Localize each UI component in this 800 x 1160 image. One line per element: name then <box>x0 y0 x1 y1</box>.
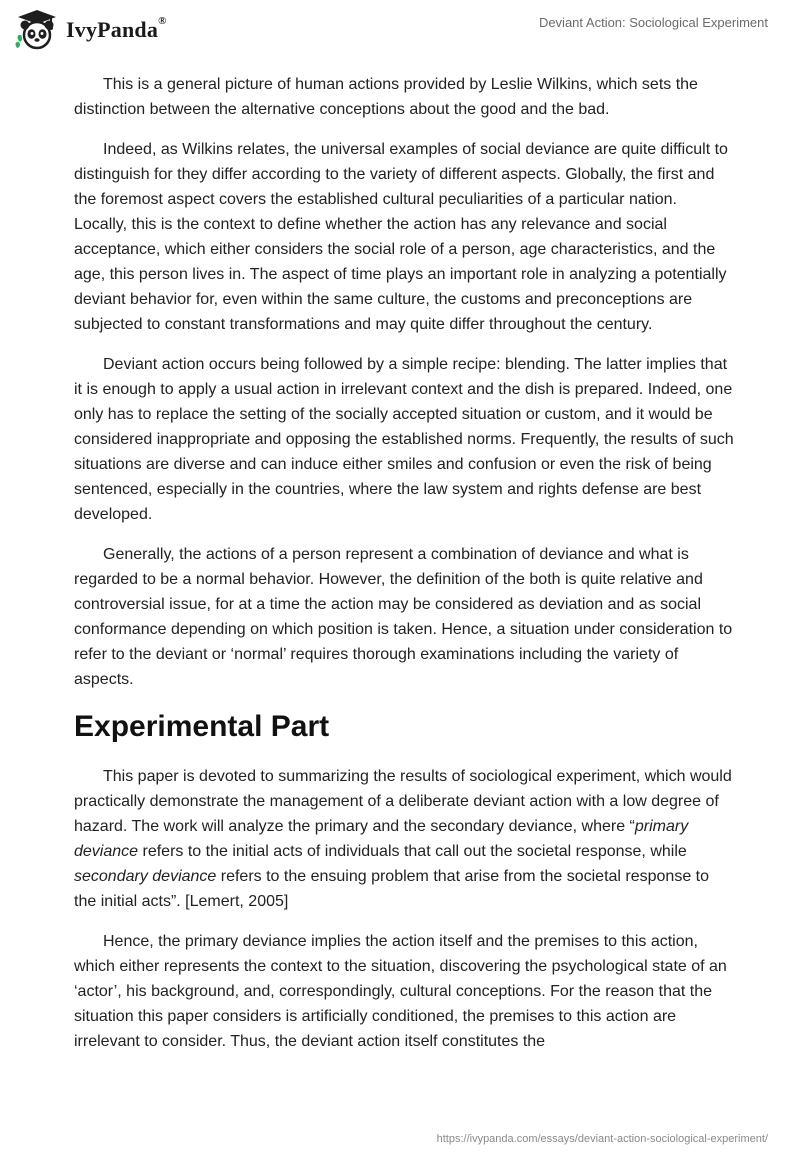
paragraph-4: Generally, the actions of a person represent a combination of deviance and what is regarded to be a normal behavior. However, the definition of the both is quite relative and controversial issue, for at a time the action may be considered as deviation and as social conformance depending on which position is taken. Hence, a situation under consideration to refer to the deviant or ‘normal’ requires thorough examinations including the variety of aspects. <box>74 546 733 688</box>
primary-deviance-term: primary deviance <box>74 818 689 860</box>
paragraph-2: Indeed, as Wilkins relates, the universal examples of social deviance are quite difficult to distinguish for they differ according to the variety of different aspects. Globally, the first and the foremost aspect covers the established cultural peculiarities of a particular nation. Locally, this is the context to define whether the action has any relevance and social acceptance, which either considers the social role of a person, age characteristics, and the age, this person lives in. The aspect of time plays an important role in analyzing a potentially deviant behavior for, even within the same culture, the customs and preconceptions are subjected to constant transformations and may quite differ throughout the century. <box>74 141 728 333</box>
panda-graduate-icon <box>14 8 60 52</box>
section-heading: Experimental Part <box>74 710 330 743</box>
paragraph-3: Deviant action occurs being followed by a simple recipe: blending. The latter implies that it is enough to apply a usual action in irrelevant context and the dish is prepared. Indeed, one only has to replace the setting of the socially accepted situation or custom, and it would be considered inappropriate and opposing the established norms. Frequently, the results of such situations are diverse and can induce either smiles and confusion or even the risk of being sentenced, especially in the countries, where the law system and rights defense are best developed. <box>74 356 734 523</box>
essay-body <box>74 72 734 1069</box>
paragraph-5-part-2: refers to the initial acts of individuals that call out the societal response, while <box>138 843 687 860</box>
paragraph-5-part-3: refers to the ensuing problem that arise from the societal response to the initial acts”. [Lemert, 2005] <box>74 868 710 910</box>
paragraph-1: This is a general picture of human actions provided by Leslie Wilkins, which sets the distinction between the alternative conceptions about the good and the bad. <box>74 76 698 118</box>
paragraph-6: Hence, the primary deviance implies the action itself and the premises to this action, which either represents the context to the situation, discovering the psychological state of an ‘actor’, his background, and, correspondingly, cultural conceptions. For the reason that the situation this paper considers is artificially conditioned, the premises to this action are irrelevant to consider. Thus, the deviant action itself constitutes the <box>74 933 727 1050</box>
paragraph-5-part-1: This paper is devoted to summarizing the results of sociological experiment, which would practically demonstrate the management of a deliberate deviant action with a low degree of hazard. The work will analyze the primary and the secondary deviance, where “ <box>74 768 732 835</box>
page-header <box>0 0 800 60</box>
secondary-deviance-term: secondary deviance <box>74 868 217 885</box>
document-title: Deviant Action: Sociological Experiment <box>538 15 768 30</box>
source-url[interactable]: https://ivypanda.com/essays/deviant-action-sociological-experiment/ <box>436 1133 768 1145</box>
registered-mark: ® <box>158 15 167 27</box>
logo-text: IvyPanda <box>66 17 159 42</box>
ivypanda-logo[interactable] <box>14 8 167 52</box>
paragraph-5 <box>74 764 734 914</box>
logo-wordmark <box>66 17 167 43</box>
